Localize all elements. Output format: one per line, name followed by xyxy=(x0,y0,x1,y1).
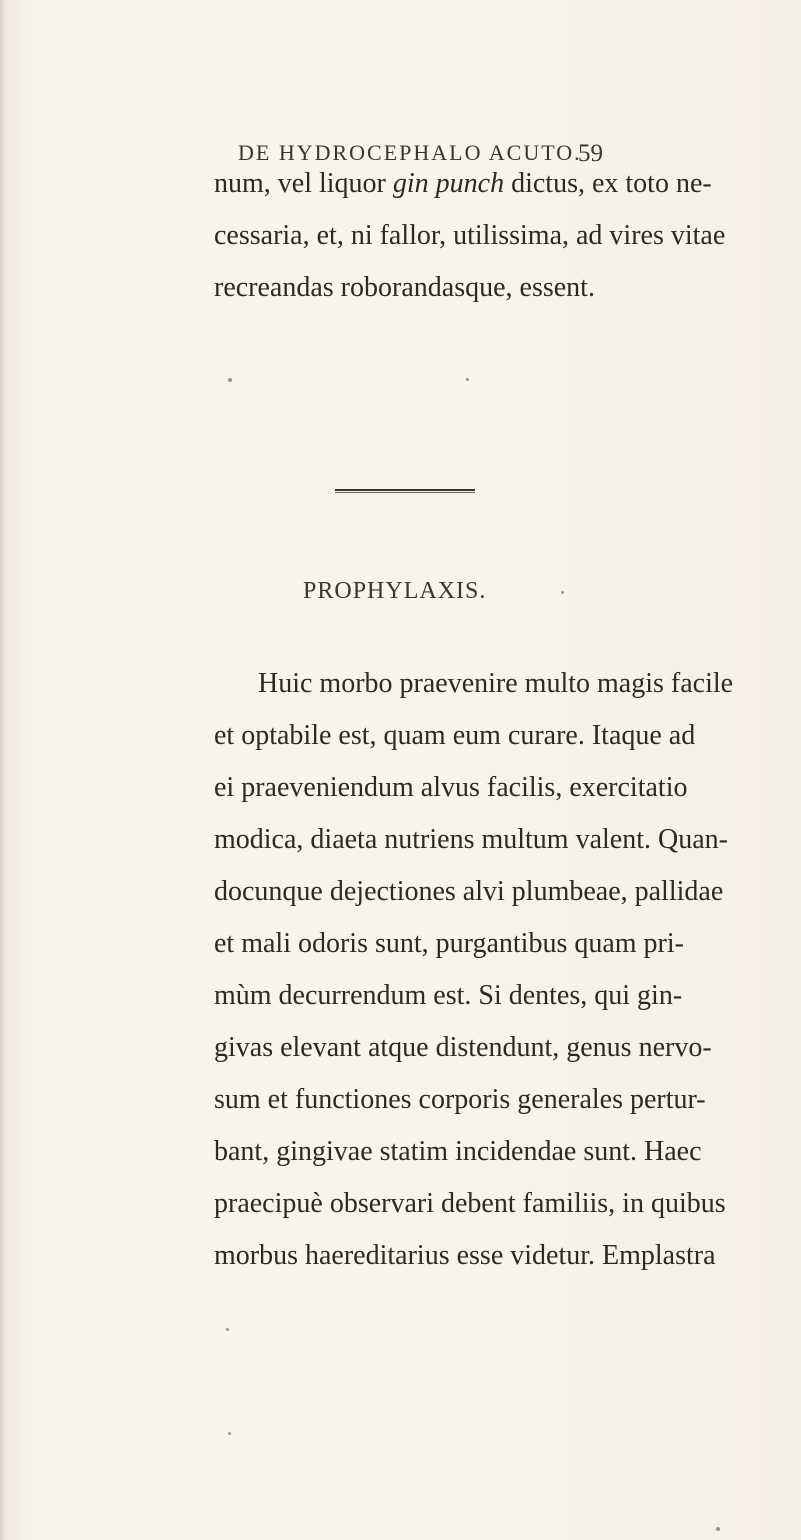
text-line: sum et functiones corporis generales pertur- xyxy=(214,1084,706,1115)
paper-speck xyxy=(466,378,469,381)
text-line: et mali odoris sunt, purgantibus quam pri- xyxy=(214,928,684,959)
continuation-paragraph xyxy=(214,158,726,314)
paper-speck xyxy=(561,591,564,594)
section-divider-rule xyxy=(335,489,475,493)
text-run: num, vel liquor xyxy=(214,168,393,199)
paper-speck xyxy=(716,1527,720,1531)
text-line: cessaria, et, ni fallor, utilissima, ad vires vitae xyxy=(214,220,726,251)
paper-speck xyxy=(228,378,232,382)
italic-term: gin punch xyxy=(392,168,505,199)
text-line: bant, gingivae statim incidendae sunt. Haec xyxy=(214,1136,702,1167)
page-number: 59 xyxy=(578,140,603,167)
text-line: morbus haereditarius esse videtur. Emplastra xyxy=(214,1240,716,1271)
text-run: dictus, ex toto ne- xyxy=(504,168,712,199)
text-line: modica, diaeta nutriens multum valent. Quan- xyxy=(214,824,728,855)
text-line xyxy=(214,158,712,210)
text-line: Huic morbo praevenire multo magis facile xyxy=(258,668,734,699)
paper-speck xyxy=(228,1432,231,1435)
paper-speck xyxy=(226,1328,229,1331)
text-line: recreandas roborandasque, essent. xyxy=(214,272,595,303)
running-head: DE HYDROCEPHALO ACUTO. xyxy=(238,140,582,165)
text-line: praecipuè observari debent familiis, in quibus xyxy=(214,1188,726,1219)
text-line: mùm decurrendum est. Si dentes, qui gin- xyxy=(214,980,683,1011)
page-gutter-shadow xyxy=(0,0,6,1540)
section-heading: PROPHYLAXIS. xyxy=(303,578,487,604)
text-line: et optabile est, quam eum curare. Itaque ad xyxy=(214,720,696,751)
text-line: ei praeveniendum alvus facilis, exercitatio xyxy=(214,772,688,803)
text-line: docunque dejectiones alvi plumbeae, pallidae xyxy=(214,876,724,907)
rule-thick-line xyxy=(335,489,475,491)
rule-thin-line xyxy=(335,492,475,493)
text-line: givas elevant atque distendunt, genus nervo- xyxy=(214,1032,712,1063)
prophylaxis-paragraph xyxy=(214,658,734,1282)
